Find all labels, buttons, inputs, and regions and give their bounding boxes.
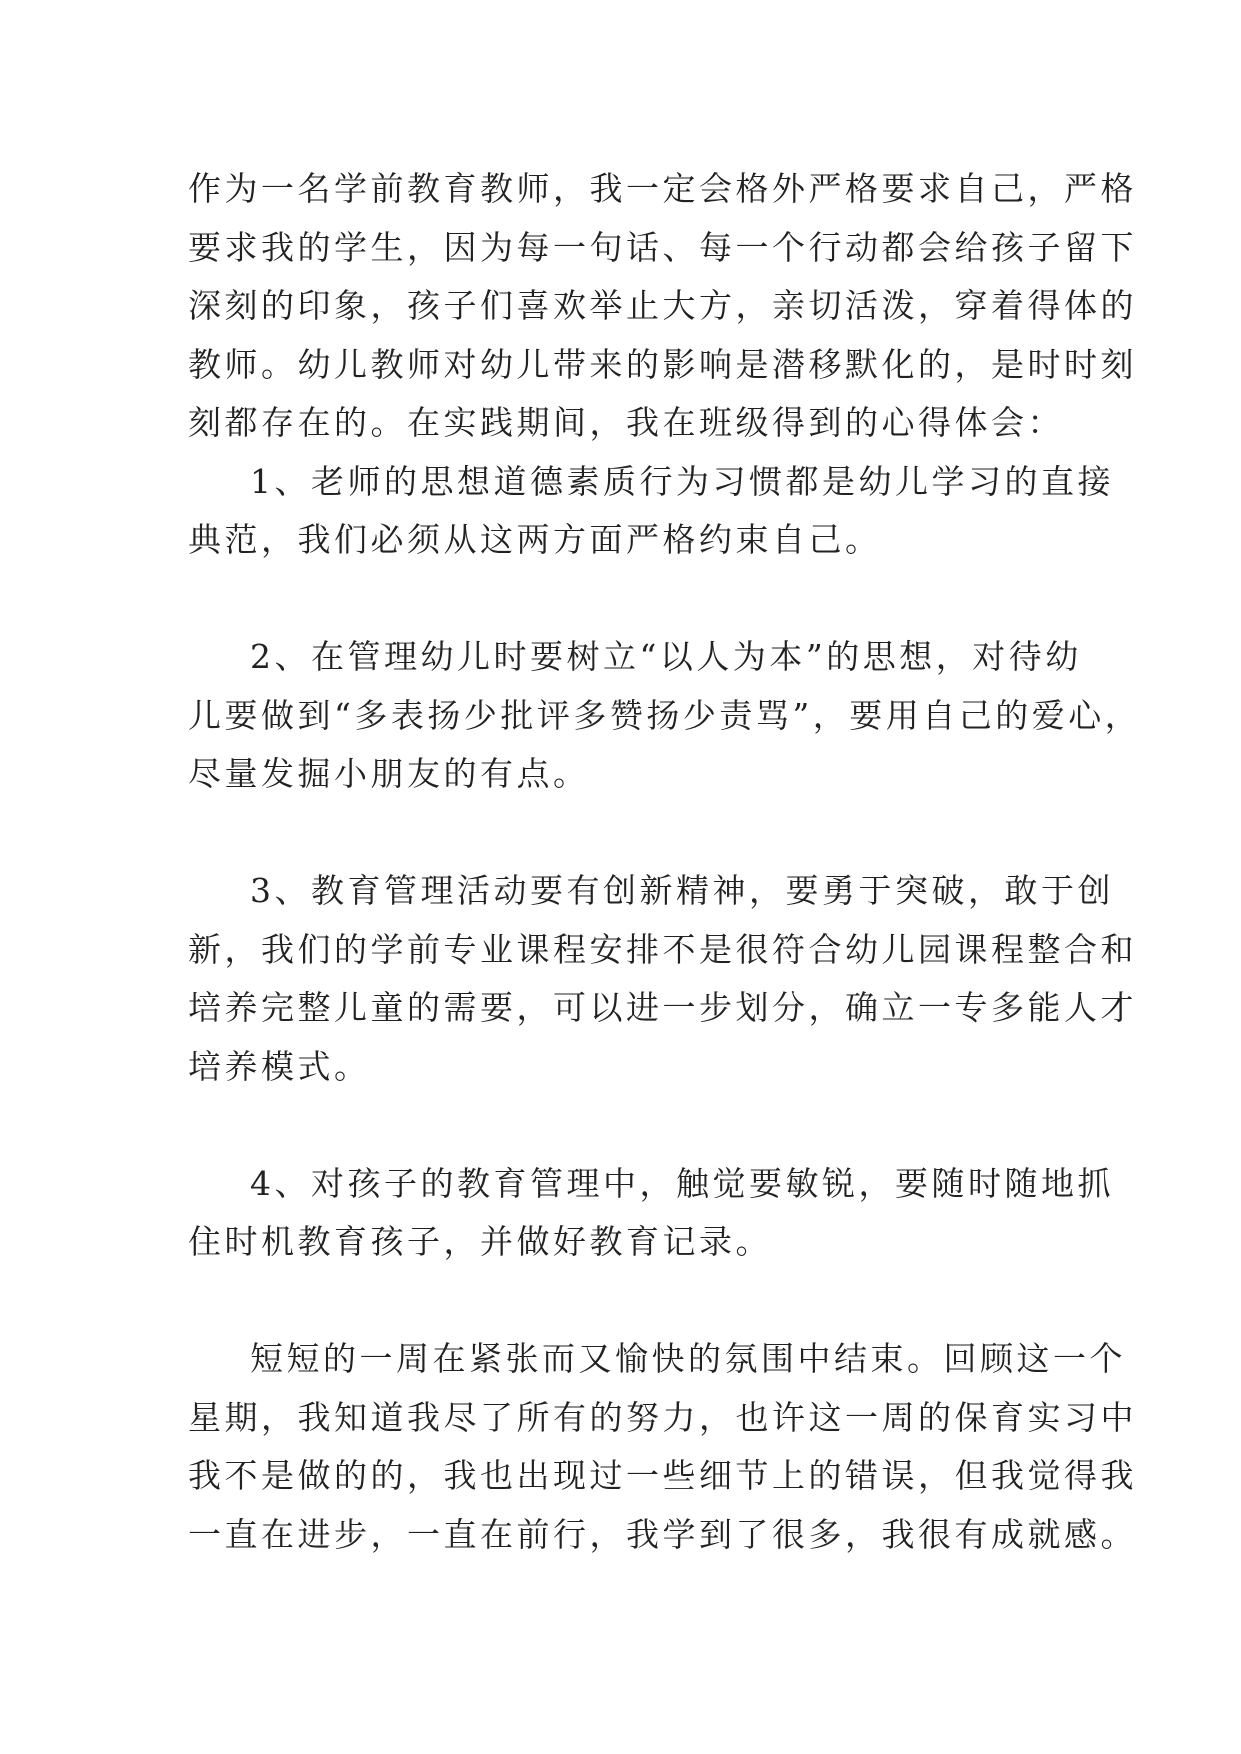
text-line: 1、老师的思想道德素质行为习惯都是幼儿学习的直接 <box>250 461 1114 501</box>
text-line: 尽量发掘小朋友的有点。 <box>188 754 590 793</box>
paragraph-point-3 <box>188 862 1137 1096</box>
text-line: 儿要做到“多表扬少批评多赞扬少责骂”，要用自己的爱心， <box>188 695 1142 735</box>
text-line: 教师。幼儿教师对幼儿带来的影响是潜移默化的，是时时刻 <box>188 344 1137 384</box>
text-line: 住时机教育孩子，并做好教育记录。 <box>188 1222 772 1261</box>
paragraph-point-2 <box>188 628 1142 804</box>
paragraph-intro <box>188 160 1137 453</box>
text-line: 刻都存在的。在实践期间，我在班级得到的心得体会： <box>188 403 1064 442</box>
paragraph-point-4 <box>188 1155 1114 1272</box>
text-line: 要求我的学生，因为每一句话、每一个行动都会给孩子留下 <box>188 227 1137 267</box>
paragraph-spacer <box>188 804 1068 863</box>
paragraph-spacer <box>188 1272 1068 1331</box>
text-line: 作为一名学前教育教师，我一定会格外严格要求自己，严格 <box>188 169 1137 208</box>
text-line: 一直在进步，一直在前行，我学到了很多，我很有成就感。 <box>188 1514 1137 1554</box>
paragraph-conclusion <box>188 1330 1137 1564</box>
paragraph-point-1 <box>188 453 1114 570</box>
text-line: 新，我们的学前专业课程安排不是很符合幼儿园课程整合和 <box>188 929 1137 969</box>
document-body <box>188 160 1142 1564</box>
text-line: 4、对孩子的教育管理中，触觉要敏锐，要随时随地抓 <box>250 1163 1114 1203</box>
text-line: 我不是做的的，我也出现过一些细节上的错误，但我觉得我 <box>188 1456 1137 1495</box>
text-line: 深刻的印象，孩子们喜欢举止大方，亲切活泼，穿着得体的 <box>188 286 1137 325</box>
text-line: 2、在管理幼儿时要树立“以人为本”的思想，对待幼 <box>250 637 1082 676</box>
text-line: 3、教育管理活动要有创新精神，要勇于突破，敢于创 <box>250 871 1114 910</box>
paragraph-spacer <box>188 1096 1068 1155</box>
text-line: 星期，我知道我尽了所有的努力，也许这一周的保育实习中 <box>188 1397 1137 1437</box>
text-line: 短短的一周在紧张而又愉快的氛围中结束。回顾这一个 <box>250 1339 1126 1378</box>
text-line: 培养模式。 <box>188 1046 371 1086</box>
paragraph-spacer <box>188 570 1068 629</box>
text-line: 典范，我们必须从这两方面严格约束自己。 <box>188 520 882 559</box>
text-line: 培养完整儿童的需要，可以进一步划分，确立一专多能人才 <box>188 988 1137 1027</box>
